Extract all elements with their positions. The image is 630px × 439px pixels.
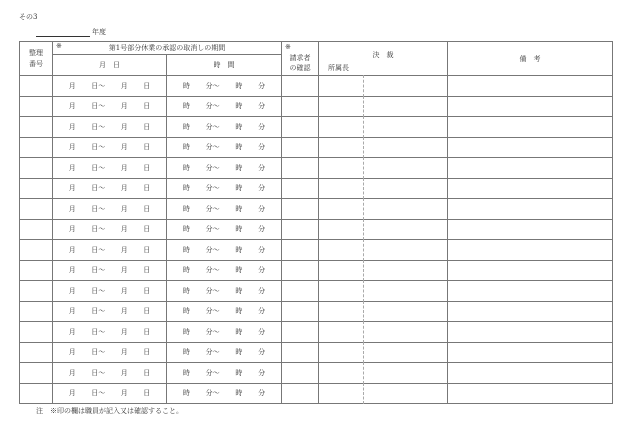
- remarks-cell[interactable]: [448, 76, 613, 97]
- time-label: 分～: [205, 389, 220, 398]
- time-cell[interactable]: [167, 363, 282, 384]
- requester-cell[interactable]: [282, 96, 319, 117]
- md-label: 月: [68, 368, 76, 377]
- time-label: 分～: [205, 225, 220, 234]
- month-day-cell[interactable]: [53, 383, 167, 404]
- time-label: 分～: [205, 266, 220, 275]
- seiri-cell[interactable]: [20, 96, 53, 117]
- md-label: 日～: [91, 307, 106, 316]
- time-label: 時: [235, 266, 243, 275]
- time-label: 時: [235, 245, 243, 254]
- remarks-cell[interactable]: [448, 219, 613, 240]
- time-label: 時: [235, 225, 243, 234]
- table-row: [20, 76, 613, 97]
- md-label: 日: [143, 245, 151, 254]
- md-label: 日: [143, 327, 151, 336]
- time-cell[interactable]: [167, 383, 282, 404]
- time-label: 時: [235, 122, 243, 131]
- seiri-cell[interactable]: [20, 76, 53, 97]
- time-label: 時: [182, 286, 190, 295]
- time-cell[interactable]: [167, 158, 282, 179]
- time-label: 分～: [205, 286, 220, 295]
- month-day-cell[interactable]: [53, 342, 167, 363]
- requester-cell[interactable]: [282, 137, 319, 158]
- month-day-cell[interactable]: [53, 117, 167, 138]
- decision-cell[interactable]: [319, 178, 448, 199]
- md-label: 日: [143, 122, 151, 131]
- dashed-divider: [363, 280, 364, 302]
- time-label: 時: [182, 122, 190, 131]
- table-row: [20, 199, 613, 220]
- remarks-cell[interactable]: [448, 301, 613, 322]
- md-label: 日～: [91, 102, 106, 111]
- time-cell[interactable]: [167, 117, 282, 138]
- time-label: 分: [258, 143, 266, 152]
- table-row: [20, 342, 613, 363]
- md-label: 月: [120, 348, 128, 357]
- seiri-cell[interactable]: [20, 137, 53, 158]
- time-label: 分～: [205, 122, 220, 131]
- md-label: 日～: [91, 245, 106, 254]
- requester-cell[interactable]: [282, 117, 319, 138]
- time-label: 時: [182, 389, 190, 398]
- time-cell[interactable]: [167, 301, 282, 322]
- seiri-cell[interactable]: [20, 260, 53, 281]
- remarks-cell[interactable]: [448, 342, 613, 363]
- remarks-cell[interactable]: [448, 117, 613, 138]
- requester-cell[interactable]: [282, 158, 319, 179]
- form-number: その3: [19, 13, 38, 21]
- md-label: 月: [68, 327, 76, 336]
- md-label: 日～: [91, 204, 106, 213]
- md-label: 日: [143, 163, 151, 172]
- decision-cell[interactable]: [319, 383, 448, 404]
- md-label: 月: [68, 225, 76, 234]
- time-label: 時: [182, 102, 190, 111]
- seiri-cell[interactable]: [20, 240, 53, 261]
- time-label: 時: [235, 327, 243, 336]
- time-label: 時: [235, 307, 243, 316]
- decision-cell[interactable]: [319, 117, 448, 138]
- dashed-divider: [363, 137, 364, 159]
- md-label: 日: [143, 81, 151, 90]
- time-label: 分～: [205, 204, 220, 213]
- time-label: 分: [258, 327, 266, 336]
- month-day-cell[interactable]: [53, 178, 167, 199]
- requester-cell[interactable]: [282, 363, 319, 384]
- table-row: [20, 363, 613, 384]
- table-row: [20, 240, 613, 261]
- md-label: 日～: [91, 389, 106, 398]
- time-label: 分～: [205, 81, 220, 90]
- requester-cell[interactable]: [282, 342, 319, 363]
- md-label: 日～: [91, 122, 106, 131]
- dashed-divider: [363, 219, 364, 241]
- month-day-cell[interactable]: [53, 137, 167, 158]
- time-label: 時: [182, 204, 190, 213]
- md-label: 月: [120, 204, 128, 213]
- month-day-cell[interactable]: [53, 96, 167, 117]
- md-label: 日～: [91, 368, 106, 377]
- md-label: 日～: [91, 327, 106, 336]
- note: 注 ※印の欄は職員が記入又は確認すること。: [36, 407, 183, 415]
- md-label: 月: [68, 184, 76, 193]
- decision-cell[interactable]: [319, 158, 448, 179]
- time-label: 分: [258, 225, 266, 234]
- md-label: 日: [143, 102, 151, 111]
- remarks-cell[interactable]: [448, 363, 613, 384]
- dashed-divider: [363, 321, 364, 343]
- md-label: 日: [143, 368, 151, 377]
- time-cell[interactable]: [167, 178, 282, 199]
- time-label: 分: [258, 368, 266, 377]
- month-day-cell[interactable]: [53, 76, 167, 97]
- md-label: 月: [68, 286, 76, 295]
- time-label: 時: [182, 81, 190, 90]
- table-row: [20, 178, 613, 199]
- month-day-header: 月 日: [53, 55, 167, 76]
- table-row: [20, 260, 613, 281]
- time-label: 時: [235, 184, 243, 193]
- seiri-cell[interactable]: [20, 301, 53, 322]
- seiri-cell[interactable]: [20, 158, 53, 179]
- decision-cell[interactable]: [319, 137, 448, 158]
- time-label: 時: [235, 368, 243, 377]
- md-label: 月: [120, 143, 128, 152]
- time-label: 分: [258, 102, 266, 111]
- decision-cell[interactable]: [319, 322, 448, 343]
- time-label: 分～: [205, 327, 220, 336]
- requester-cell[interactable]: [282, 219, 319, 240]
- month-day-cell[interactable]: [53, 219, 167, 240]
- requester-cell[interactable]: [282, 76, 319, 97]
- seiri-cell[interactable]: [20, 383, 53, 404]
- remarks-cell[interactable]: [448, 158, 613, 179]
- md-label: 月: [120, 389, 128, 398]
- dashed-divider: [363, 383, 364, 405]
- dashed-divider: [363, 178, 364, 200]
- table-row: [20, 281, 613, 302]
- year-label: 年度: [92, 28, 106, 36]
- table-row: [20, 96, 613, 117]
- time-cell[interactable]: [167, 96, 282, 117]
- dashed-divider: [363, 116, 364, 138]
- md-label: 日～: [91, 266, 106, 275]
- month-day-cell[interactable]: [53, 281, 167, 302]
- dashed-divider: [363, 239, 364, 261]
- time-cell[interactable]: [167, 219, 282, 240]
- md-label: 日～: [91, 184, 106, 193]
- time-label: 時: [182, 348, 190, 357]
- month-day-cell[interactable]: [53, 301, 167, 322]
- time-label: 分～: [205, 102, 220, 111]
- decision-cell[interactable]: [319, 240, 448, 261]
- md-label: 日: [143, 143, 151, 152]
- month-day-cell[interactable]: [53, 240, 167, 261]
- time-label: 分: [258, 286, 266, 295]
- seiri-cell[interactable]: [20, 342, 53, 363]
- time-cell[interactable]: [167, 137, 282, 158]
- time-label: 分: [258, 81, 266, 90]
- md-label: 月: [68, 81, 76, 90]
- requester-cell[interactable]: [282, 281, 319, 302]
- md-label: 月: [68, 122, 76, 131]
- month-day-cell[interactable]: [53, 158, 167, 179]
- decision-cell[interactable]: [319, 199, 448, 220]
- time-label: 時: [182, 163, 190, 172]
- requester-cell[interactable]: [282, 301, 319, 322]
- dashed-divider: [363, 157, 364, 179]
- remarks-cell[interactable]: [448, 137, 613, 158]
- md-label: 日～: [91, 225, 106, 234]
- decision-label: 決 裁: [372, 51, 394, 59]
- md-label: 日～: [91, 163, 106, 172]
- requester-cell[interactable]: [282, 199, 319, 220]
- md-label: 日: [143, 204, 151, 213]
- time-label: 時: [182, 245, 190, 254]
- time-label: 時: [182, 225, 190, 234]
- time-cell[interactable]: [167, 240, 282, 261]
- requester-label: 請求者 の確認: [289, 53, 311, 72]
- decision-cell[interactable]: [319, 219, 448, 240]
- time-label: 時: [235, 81, 243, 90]
- md-label: 日: [143, 389, 151, 398]
- requester-header: [282, 42, 319, 76]
- md-label: 日～: [91, 348, 106, 357]
- time-label: 分～: [205, 163, 220, 172]
- time-label: 時: [182, 307, 190, 316]
- time-label: 時: [235, 389, 243, 398]
- md-label: 月: [120, 163, 128, 172]
- period-header: [53, 42, 282, 55]
- time-cell[interactable]: [167, 342, 282, 363]
- dashed-divider: [363, 342, 364, 364]
- seiri-cell[interactable]: [20, 281, 53, 302]
- dept-head-label: 所属長: [328, 64, 350, 72]
- table-row: [20, 301, 613, 322]
- time-cell[interactable]: [167, 260, 282, 281]
- decision-cell[interactable]: [319, 96, 448, 117]
- time-label: 分: [258, 307, 266, 316]
- seiri-cell[interactable]: [20, 117, 53, 138]
- remarks-cell[interactable]: [448, 199, 613, 220]
- time-label: 分: [258, 163, 266, 172]
- requester-cell[interactable]: [282, 240, 319, 261]
- md-label: 月: [120, 81, 128, 90]
- md-label: 日～: [91, 143, 106, 152]
- seiri-cell[interactable]: [20, 219, 53, 240]
- md-label: 月: [120, 368, 128, 377]
- md-label: 月: [68, 348, 76, 357]
- time-label: 時: [182, 368, 190, 377]
- seiri-cell[interactable]: [20, 322, 53, 343]
- time-label: 時: [182, 184, 190, 193]
- md-label: 月: [68, 389, 76, 398]
- requester-cell[interactable]: [282, 178, 319, 199]
- seiri-header: 整理 番号: [20, 42, 53, 76]
- period-table: [19, 41, 613, 404]
- dashed-divider: [363, 198, 364, 220]
- md-label: 日: [143, 286, 151, 295]
- decision-cell[interactable]: [319, 281, 448, 302]
- mark-icon: ※: [56, 42, 62, 50]
- time-cell[interactable]: [167, 322, 282, 343]
- remarks-cell[interactable]: [448, 260, 613, 281]
- decision-header: [319, 42, 448, 76]
- decision-cell[interactable]: [319, 342, 448, 363]
- decision-cell[interactable]: [319, 260, 448, 281]
- remarks-cell[interactable]: [448, 178, 613, 199]
- md-label: 月: [120, 225, 128, 234]
- table-row: [20, 322, 613, 343]
- mark-icon: ※: [285, 43, 291, 51]
- md-label: 月: [68, 266, 76, 275]
- md-label: 月: [120, 102, 128, 111]
- md-label: 月: [68, 307, 76, 316]
- md-label: 月: [68, 102, 76, 111]
- time-label: 分: [258, 389, 266, 398]
- time-label: 分～: [205, 368, 220, 377]
- time-label: 時: [235, 204, 243, 213]
- year-underline: [36, 36, 90, 37]
- time-label: 時: [235, 286, 243, 295]
- time-label: 分: [258, 348, 266, 357]
- md-label: 月: [120, 307, 128, 316]
- table-row: [20, 158, 613, 179]
- time-label: 分～: [205, 143, 220, 152]
- remarks-cell[interactable]: [448, 96, 613, 117]
- requester-cell[interactable]: [282, 260, 319, 281]
- time-cell[interactable]: [167, 281, 282, 302]
- md-label: 日: [143, 225, 151, 234]
- time-label: 分: [258, 245, 266, 254]
- requester-cell[interactable]: [282, 322, 319, 343]
- time-label: 分: [258, 204, 266, 213]
- time-label: 分～: [205, 245, 220, 254]
- time-label: 分～: [205, 348, 220, 357]
- md-label: 日: [143, 348, 151, 357]
- md-label: 月: [68, 245, 76, 254]
- md-label: 月: [120, 184, 128, 193]
- time-label: 分～: [205, 184, 220, 193]
- md-label: 月: [68, 204, 76, 213]
- time-label: 分: [258, 266, 266, 275]
- table-row: [20, 117, 613, 138]
- remarks-cell[interactable]: [448, 281, 613, 302]
- time-label: 時: [182, 143, 190, 152]
- time-label: 時: [182, 266, 190, 275]
- time-label: 時: [235, 102, 243, 111]
- remarks-header: 備 考: [448, 42, 613, 76]
- decision-cell[interactable]: [319, 363, 448, 384]
- decision-cell[interactable]: [319, 76, 448, 97]
- time-label: 時: [235, 163, 243, 172]
- md-label: 日: [143, 307, 151, 316]
- dashed-divider: [363, 96, 364, 118]
- dashed-divider: [363, 260, 364, 282]
- md-label: 月: [68, 163, 76, 172]
- time-label: 分～: [205, 307, 220, 316]
- md-label: 日～: [91, 286, 106, 295]
- remarks-cell[interactable]: [448, 383, 613, 404]
- time-label: 分: [258, 122, 266, 131]
- md-label: 月: [68, 143, 76, 152]
- seiri-cell[interactable]: [20, 199, 53, 220]
- md-label: 月: [120, 327, 128, 336]
- md-label: 日: [143, 266, 151, 275]
- time-label: 分: [258, 184, 266, 193]
- md-label: 日～: [91, 81, 106, 90]
- time-cell[interactable]: [167, 76, 282, 97]
- remarks-cell[interactable]: [448, 240, 613, 261]
- md-label: 月: [120, 122, 128, 131]
- period-title: 第1号部分休業の承認の取消しの期間: [108, 44, 226, 52]
- month-day-cell[interactable]: [53, 260, 167, 281]
- md-label: 月: [120, 245, 128, 254]
- seiri-cell[interactable]: [20, 178, 53, 199]
- dashed-divider: [363, 301, 364, 323]
- month-day-cell[interactable]: [53, 199, 167, 220]
- md-label: 日: [143, 184, 151, 193]
- table-row: [20, 137, 613, 158]
- time-header: 時 間: [167, 55, 282, 76]
- month-day-cell[interactable]: [53, 322, 167, 343]
- dashed-divider: [363, 362, 364, 384]
- requester-cell[interactable]: [282, 383, 319, 404]
- time-cell[interactable]: [167, 199, 282, 220]
- seiri-cell[interactable]: [20, 363, 53, 384]
- md-label: 月: [120, 286, 128, 295]
- time-label: 時: [235, 348, 243, 357]
- table-row: [20, 219, 613, 240]
- decision-cell[interactable]: [319, 301, 448, 322]
- time-label: 時: [182, 327, 190, 336]
- month-day-cell[interactable]: [53, 363, 167, 384]
- md-label: 月: [120, 266, 128, 275]
- time-label: 時: [235, 143, 243, 152]
- dashed-divider: [363, 75, 364, 97]
- remarks-cell[interactable]: [448, 322, 613, 343]
- table-row: [20, 383, 613, 404]
